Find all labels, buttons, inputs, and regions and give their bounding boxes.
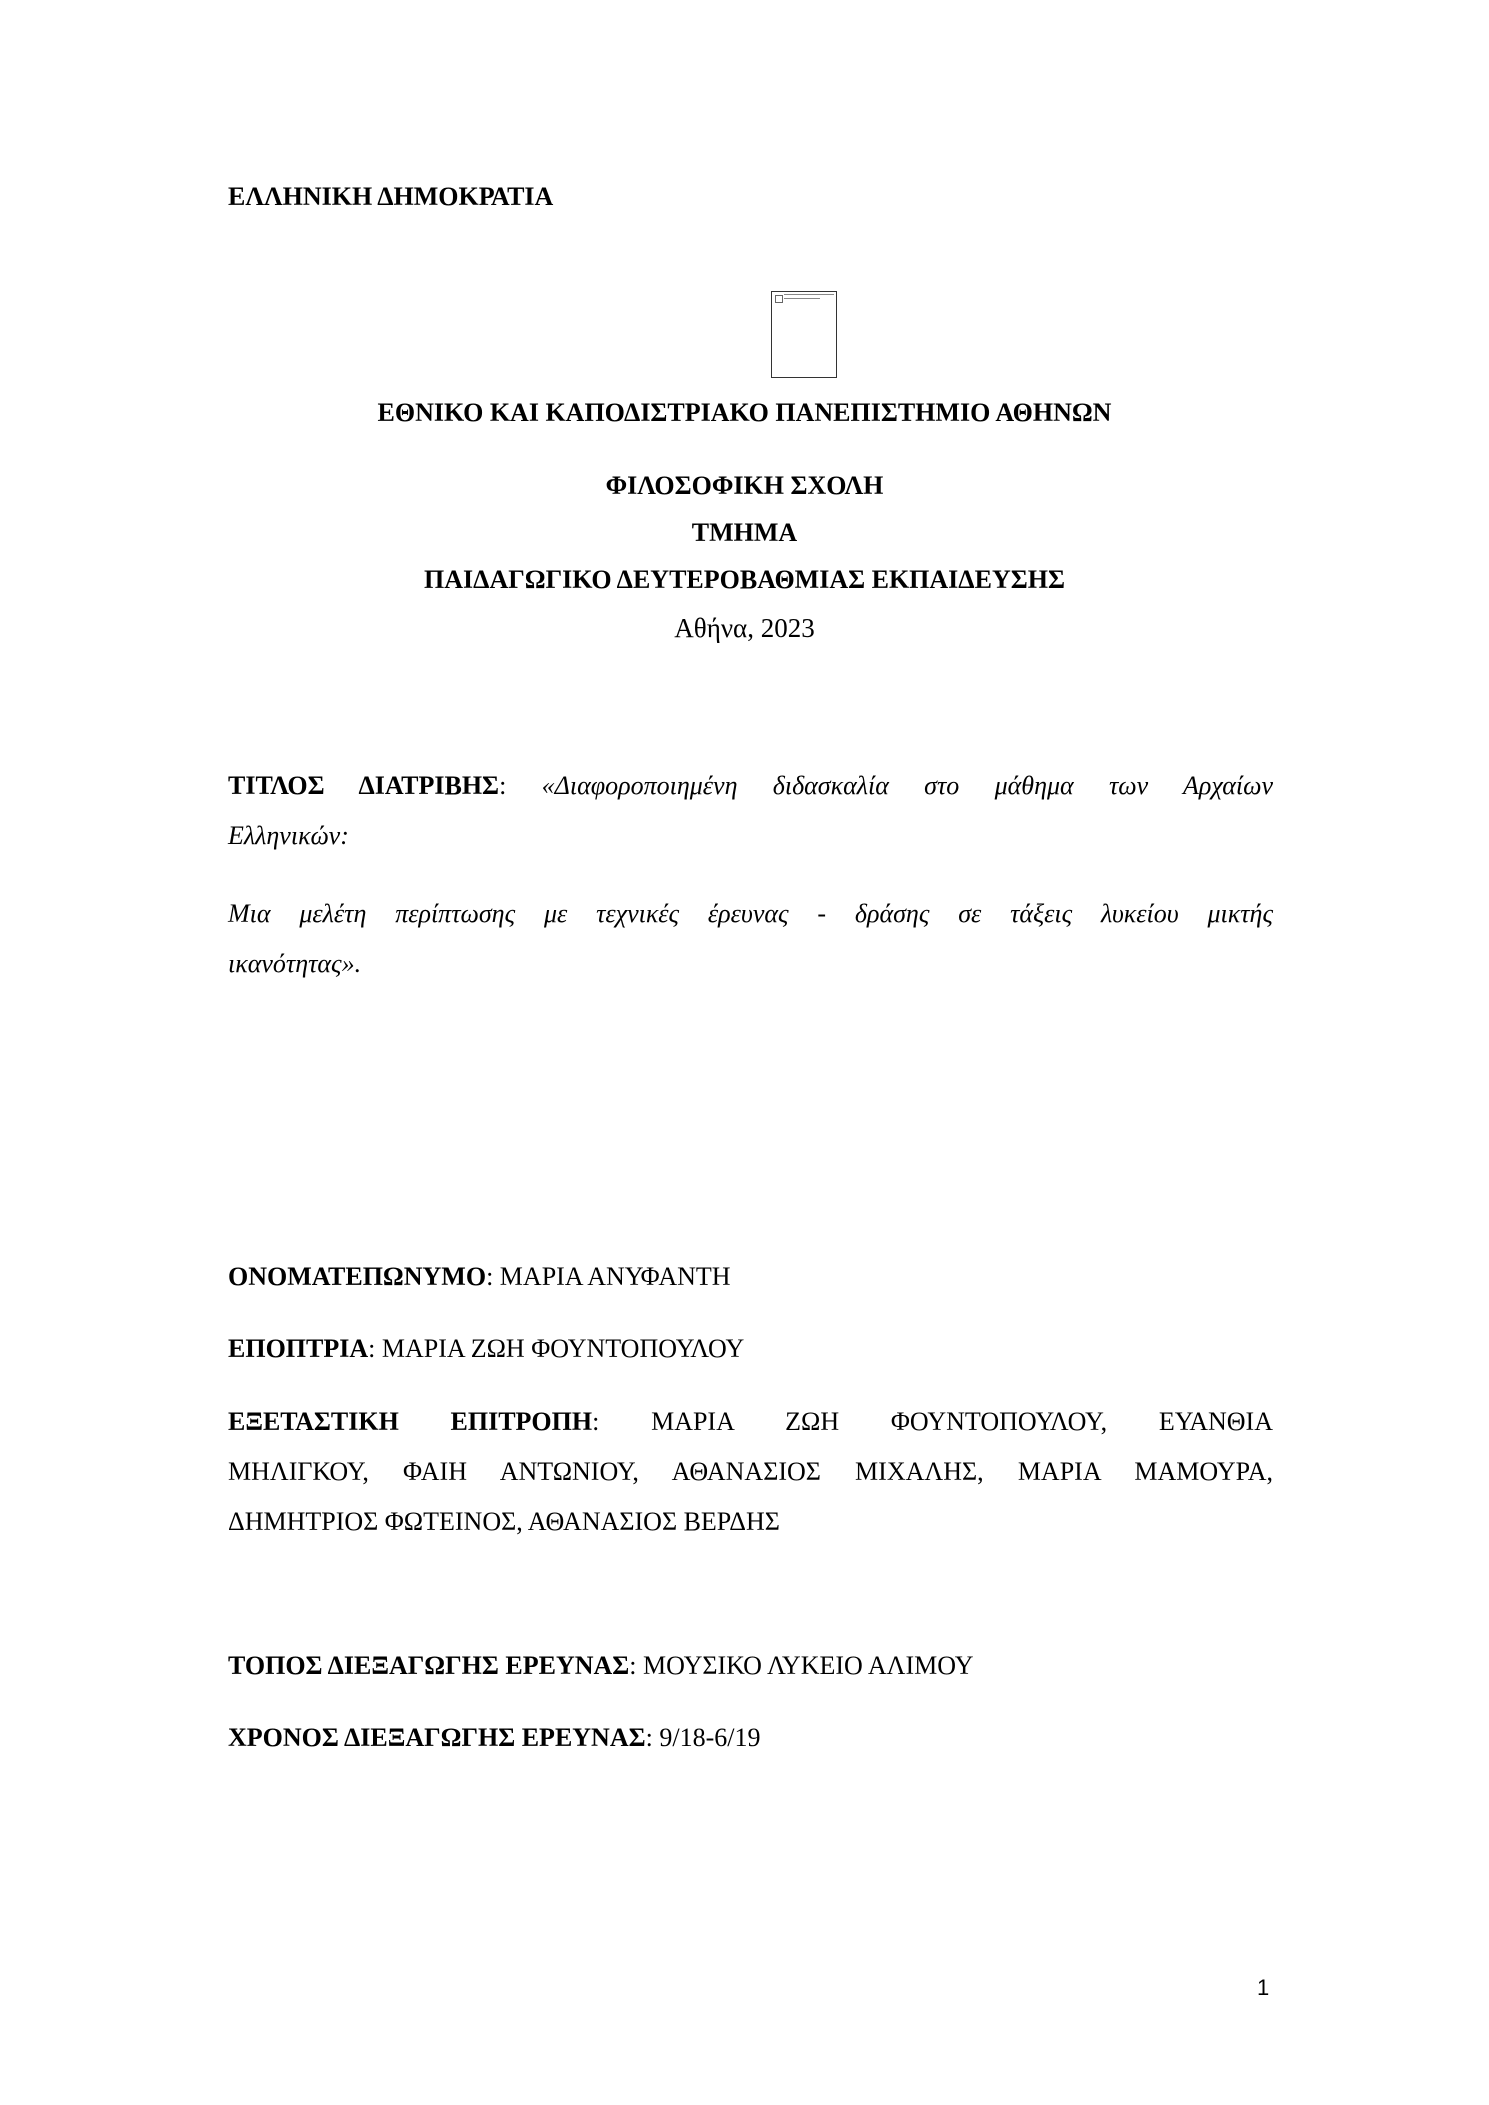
thesis-title-label: ΤΙΤΛΟΣ ΔΙΑΤΡΙΒΗΣ (228, 771, 500, 800)
placeholder-text-line (784, 294, 834, 296)
colon: : (486, 1262, 500, 1291)
time-label: ΧΡΟΝΟΣ ΔΙΕΞΑΓΩΓΗΣ ΕΡΕΥΝΑΣ (228, 1723, 646, 1752)
supervisor-row (228, 1333, 744, 1365)
supervisor-label: ΕΠΟΠΤΡΙΑ (228, 1334, 369, 1363)
committee-row-1 (228, 1406, 1273, 1438)
colon: : (592, 1407, 652, 1436)
school-heading: ΦΙΛΟΣΟΦΙΚΗ ΣΧΟΛΗ (605, 471, 884, 500)
location-label: ΤΟΠΟΣ ΔΙΕΞΑΓΩΓΗΣ ΕΡΕΥΝΑΣ (228, 1651, 630, 1680)
university-heading: ΕΘΝΙΚΟ ΚΑΙ ΚΑΠΟΔΙΣΤΡΙΑΚΟ ΠΑΝΕΠΙΣΤΗΜΙΟ ΑΘΗΝΩΝ (377, 398, 1112, 427)
committee-row-2: ΜΗΛΙΓΚΟΥ, ΦΑΙΗ ΑΝΤΩΝΙΟΥ, ΑΘΑΝΑΣΙΟΣ ΜΙΧΑΛΗΣ, ΜΑΡΙΑ ΜΑΜΟΥΡΑ, (228, 1457, 1273, 1486)
thesis-title-line-1 (228, 770, 1273, 802)
location-row (228, 1650, 974, 1682)
republic-heading: ΕΛΛΗΝΙΚΗ ΔΗΜΟΚΡΑΤΙΑ (228, 182, 554, 211)
thesis-title-line-2: Ελληνικών: (228, 821, 349, 850)
place-date: Αθήνα, 2023 (674, 613, 815, 643)
department-label: ΤΜΗΜΑ (691, 518, 798, 547)
committee-label: ΕΞΕΤΑΣΤΙΚΗ ΕΠΙΤΡΟΠΗ (228, 1407, 593, 1436)
university-logo-placeholder (771, 291, 837, 378)
colon: : (629, 1651, 644, 1680)
supervisor-value: ΜΑΡΙΑ ΖΩΗ ΦΟΥΝΤΟΠΟΥΛΟΥ (381, 1334, 745, 1363)
name-label: ΟΝΟΜΑΤΕΠΩΝΥΜΟ (228, 1262, 487, 1291)
thesis-title-separator: : (499, 771, 542, 800)
committee-value-1: ΜΑΡΙΑ ΖΩΗ ΦΟΥΝΤΟΠΟΥΛΟΥ, ΕΥΑΝΘΙΑ (651, 1407, 1273, 1436)
thesis-title-text: «Διαφοροποιημένη διδασκαλία στο μάθημα των Αρχαίων (541, 771, 1274, 800)
page-number: 1 (1257, 1975, 1270, 2000)
thesis-subtitle-line-1: Μια μελέτη περίπτωσης με τεχνικές έρευνας - δράσης σε τάξεις λυκείου μικτής (228, 899, 1273, 928)
location-value: ΜΟΥΣΙΚΟ ΛΥΚΕΙΟ ΑΛΙΜΟΥ (643, 1651, 974, 1680)
broken-image-icon (775, 295, 783, 303)
placeholder-text-line (784, 298, 820, 300)
time-value: 9/18-6/19 (659, 1723, 761, 1752)
name-value: ΜΑΡΙΑ ΑΝΥΦΑΝΤΗ (499, 1262, 731, 1291)
time-row (228, 1722, 760, 1754)
colon: : (368, 1334, 382, 1363)
colon: : (645, 1723, 660, 1752)
department-heading: ΠΑΙΔΑΓΩΓΙΚΟ ΔΕΥΤΕΡΟΒΑΘΜΙΑΣ ΕΚΠΑΙΔΕΥΣΗΣ (424, 565, 1065, 594)
name-row (228, 1261, 731, 1293)
thesis-subtitle-line-2: ικανότητας». (228, 949, 362, 978)
committee-row-3: ΔΗΜΗΤΡΙΟΣ ΦΩΤΕΙΝΟΣ, ΑΘΑΝΑΣΙΟΣ ΒΕΡΔΗΣ (228, 1507, 780, 1536)
